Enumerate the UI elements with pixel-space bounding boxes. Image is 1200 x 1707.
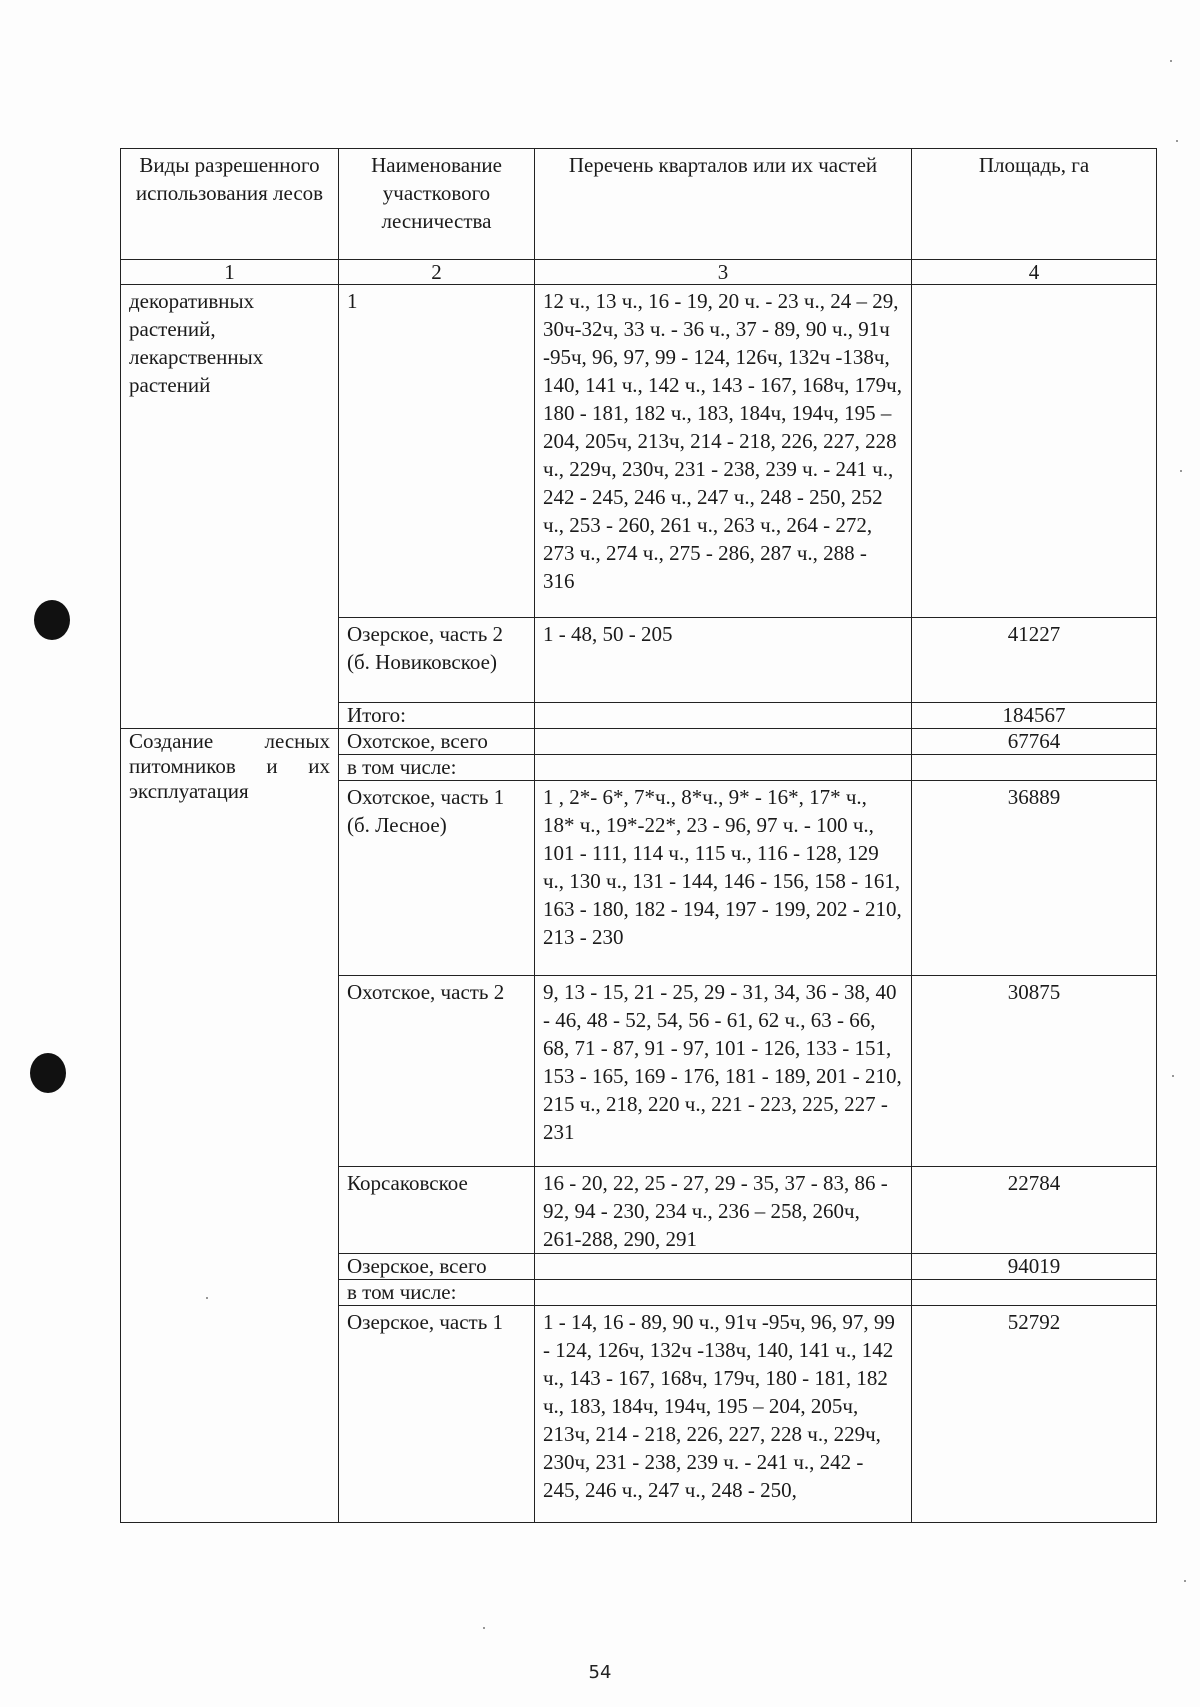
area-cell: 36889 xyxy=(912,781,1157,976)
quarters-cell: 12 ч., 13 ч., 16 - 19, 20 ч. - 23 ч., 24 – 29, 30ч-32ч, 33 ч. - 36 ч., 37 - 89, 90 ч., 91ч -95ч, 96, 97, 99 - 124, 126ч, 132ч -138ч, 140, 141 ч., 142 ч., 143 - 167, 168ч, 179ч, 180 - 181, 182 ч., 183, 184ч, 194ч, 195 – 204, 205ч, 213ч, 214 - 218, 226, 227, 228 ч., 229ч, 230ч, 231 - 238, 239 ч. - 241 ч., 242 - 245, 246 ч., 247 ч., 248 - 250, 252 ч., 253 - 260, 261 ч., 263 ч., 264 - 272, 273 ч., 274 ч., 275 - 286, 287 ч., 288 - 316 xyxy=(535,285,912,618)
area-cell: 52792 xyxy=(912,1306,1157,1523)
area-cell xyxy=(912,755,1157,781)
forestry-cell: Охотское, всего xyxy=(339,729,535,755)
quarters-cell: 1 , 2*- 6*, 7*ч., 8*ч., 9* - 16*, 17* ч., 18* ч., 19*-22*, 23 - 96, 97 ч. - 100 ч., 101 - 111, 114 ч., 115 ч., 116 - 128, 129 ч., 130 ч., 131 - 144, 146 - 156, 158 - 161, 163 - 180, 182 - 194, 197 - 199, 202 - 210, 213 - 230 xyxy=(535,781,912,976)
forestry-cell: в том числе: xyxy=(339,1280,535,1306)
column-number: 4 xyxy=(912,260,1157,285)
forestry-cell: Охотское, часть 2 xyxy=(339,976,535,1167)
quarters-cell: 9, 13 - 15, 21 - 25, 29 - 31, 34, 36 - 38, 40 - 46, 48 - 52, 54, 56 - 61, 62 ч., 63 - 66, 68, 71 - 87, 91 - 97, 101 - 126, 133 - 151, 153 - 165, 169 - 176, 181 - 189, 201 - 210, 215 ч., 218, 220 ч., 221 - 223, 225, 227 - 231 xyxy=(535,976,912,1167)
table-row xyxy=(121,285,1157,618)
area-cell: 30875 xyxy=(912,976,1157,1167)
quarters-cell xyxy=(535,703,912,729)
header-area: Площадь, га xyxy=(912,149,1157,260)
forestry-cell: в том числе: xyxy=(339,755,535,781)
area-cell xyxy=(912,1280,1157,1306)
area-cell: 22784 xyxy=(912,1167,1157,1254)
forestry-cell: Озерское, часть 2 (б. Новиковское) xyxy=(339,618,535,703)
forestry-cell: 1 xyxy=(339,285,535,618)
table-row xyxy=(121,729,1157,755)
quarters-cell xyxy=(535,1254,912,1280)
column-number: 1 xyxy=(121,260,339,285)
forestry-cell: Озерское, часть 1 xyxy=(339,1306,535,1523)
use-type-cell: декоративных растений, лекарственных растений xyxy=(121,285,339,729)
forestry-cell: Озерское, всего xyxy=(339,1254,535,1280)
area-cell: 94019 xyxy=(912,1254,1157,1280)
header-use-type: Виды разрешенного использования лесов xyxy=(121,149,339,260)
scan-speck xyxy=(1170,60,1172,62)
forestry-cell: Охотское, часть 1 (б. Лесное) xyxy=(339,781,535,976)
table-header-row xyxy=(121,149,1157,260)
column-number: 3 xyxy=(535,260,912,285)
area-cell xyxy=(912,285,1157,618)
scan-speck xyxy=(1180,470,1182,472)
forestry-cell: Корсаковское xyxy=(339,1167,535,1254)
header-quarters-list: Перечень кварталов или их частей xyxy=(535,149,912,260)
quarters-cell xyxy=(535,729,912,755)
area-cell: 41227 xyxy=(912,618,1157,703)
punch-hole-mark-top xyxy=(34,600,70,640)
column-number-row xyxy=(121,260,1157,285)
area-cell: 184567 xyxy=(912,703,1157,729)
quarters-cell: 16 - 20, 22, 25 - 27, 29 - 35, 37 - 83, 86 - 92, 94 - 230, 234 ч., 236 – 258, 260ч, 261-288, 290, 291 xyxy=(535,1167,912,1254)
page-number: 54 xyxy=(588,1662,612,1683)
forestry-cell: Итого: xyxy=(339,703,535,729)
quarters-cell: 1 - 14, 16 - 89, 90 ч., 91ч -95ч, 96, 97, 99 - 124, 126ч, 132ч -138ч, 140, 141 ч., 142 ч., 143 - 167, 168ч, 179ч, 180 - 181, 182 ч., 183, 184ч, 194ч, 195 – 204, 205ч, 213ч, 214 - 218, 226, 227, 228 ч., 229ч, 230ч, 231 - 238, 239 ч. - 241 ч., 242 - 245, 246 ч., 247 ч., 248 - 250, xyxy=(535,1306,912,1523)
punch-hole-mark-bottom xyxy=(30,1053,66,1093)
scan-speck xyxy=(1184,1580,1186,1582)
scan-speck xyxy=(1172,1075,1174,1077)
column-number: 2 xyxy=(339,260,535,285)
scan-speck xyxy=(483,1627,485,1629)
header-forestry-name: Наименование участкового лесничества xyxy=(339,149,535,260)
use-type-cell: Создание лесных питомников и их эксплуатация xyxy=(121,729,339,1523)
quarters-cell xyxy=(535,1280,912,1306)
forest-use-table xyxy=(120,148,1157,1523)
scan-speck xyxy=(1176,140,1178,142)
area-cell: 67764 xyxy=(912,729,1157,755)
quarters-cell: 1 - 48, 50 - 205 xyxy=(535,618,912,703)
quarters-cell xyxy=(535,755,912,781)
